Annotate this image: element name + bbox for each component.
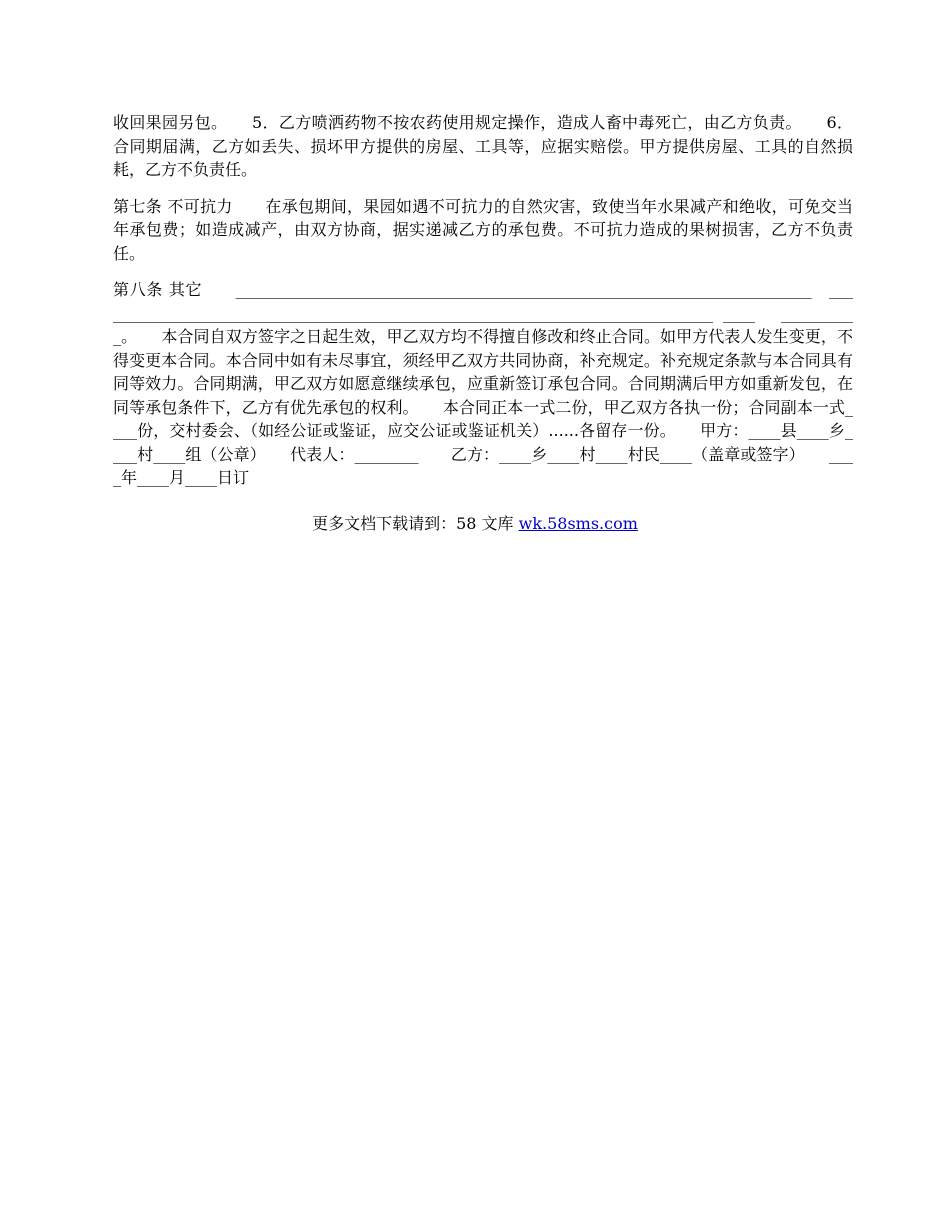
document-body — [113, 111, 853, 490]
download-footer — [0, 512, 950, 535]
paragraph-liability: 收回果园另包。 5．乙方喷洒药物不按农药使用规定操作，造成人畜中毒死亡，由乙方负责。 6．合同期届满，乙方如丢失、损坏甲方提供的房屋、工具等，应据实赔偿。甲方提供房屋、工具的自然损耗，乙方不负责任。 — [113, 113, 853, 179]
paragraph-article-8-other: 第八条 其它 ________________________________________________________________________ ______________________________________________________________________________ ____ __________。 本合同自双方签字之日起生效，甲乙双方均不得擅自修改和终止合同。如甲方代表人发生变更，不得变更本合同。本合同中如有未尽事宜，须经甲乙双方共同协商，补充规定。补充规定条款与本合同具有同等效力。合同期满，甲乙双方如愿意继续承包，应重新签订承包合同。合同期满后甲方如重新发包，在同等承包条件下，乙方有优先承包的权利。 本合同正本一式二份，甲乙双方各执一份；合同副本一式____份，交村委会、（如经公证或鉴证，应交公证或鉴证机关）......各留存一份。 甲方：____县____乡____村____组（公章） 代表人：________ 乙方：____乡____村____村民____（盖章或签字） ____年____月____日订 — [113, 280, 853, 487]
footer-link[interactable]: wk.58sms.com — [518, 514, 638, 533]
footer-prefix: 更多文档下载请到：58 文库 — [312, 514, 519, 533]
paragraph-article-7-force-majeure: 第七条 不可抗力 在承包期间，果园如遇不可抗力的自然灾害，致使当年水果减产和绝收，可免交当年承包费；如造成减产，由双方协商，据实递减乙方的承包费。不可抗力造成的果树损害，乙方不负责任。 — [113, 196, 853, 263]
